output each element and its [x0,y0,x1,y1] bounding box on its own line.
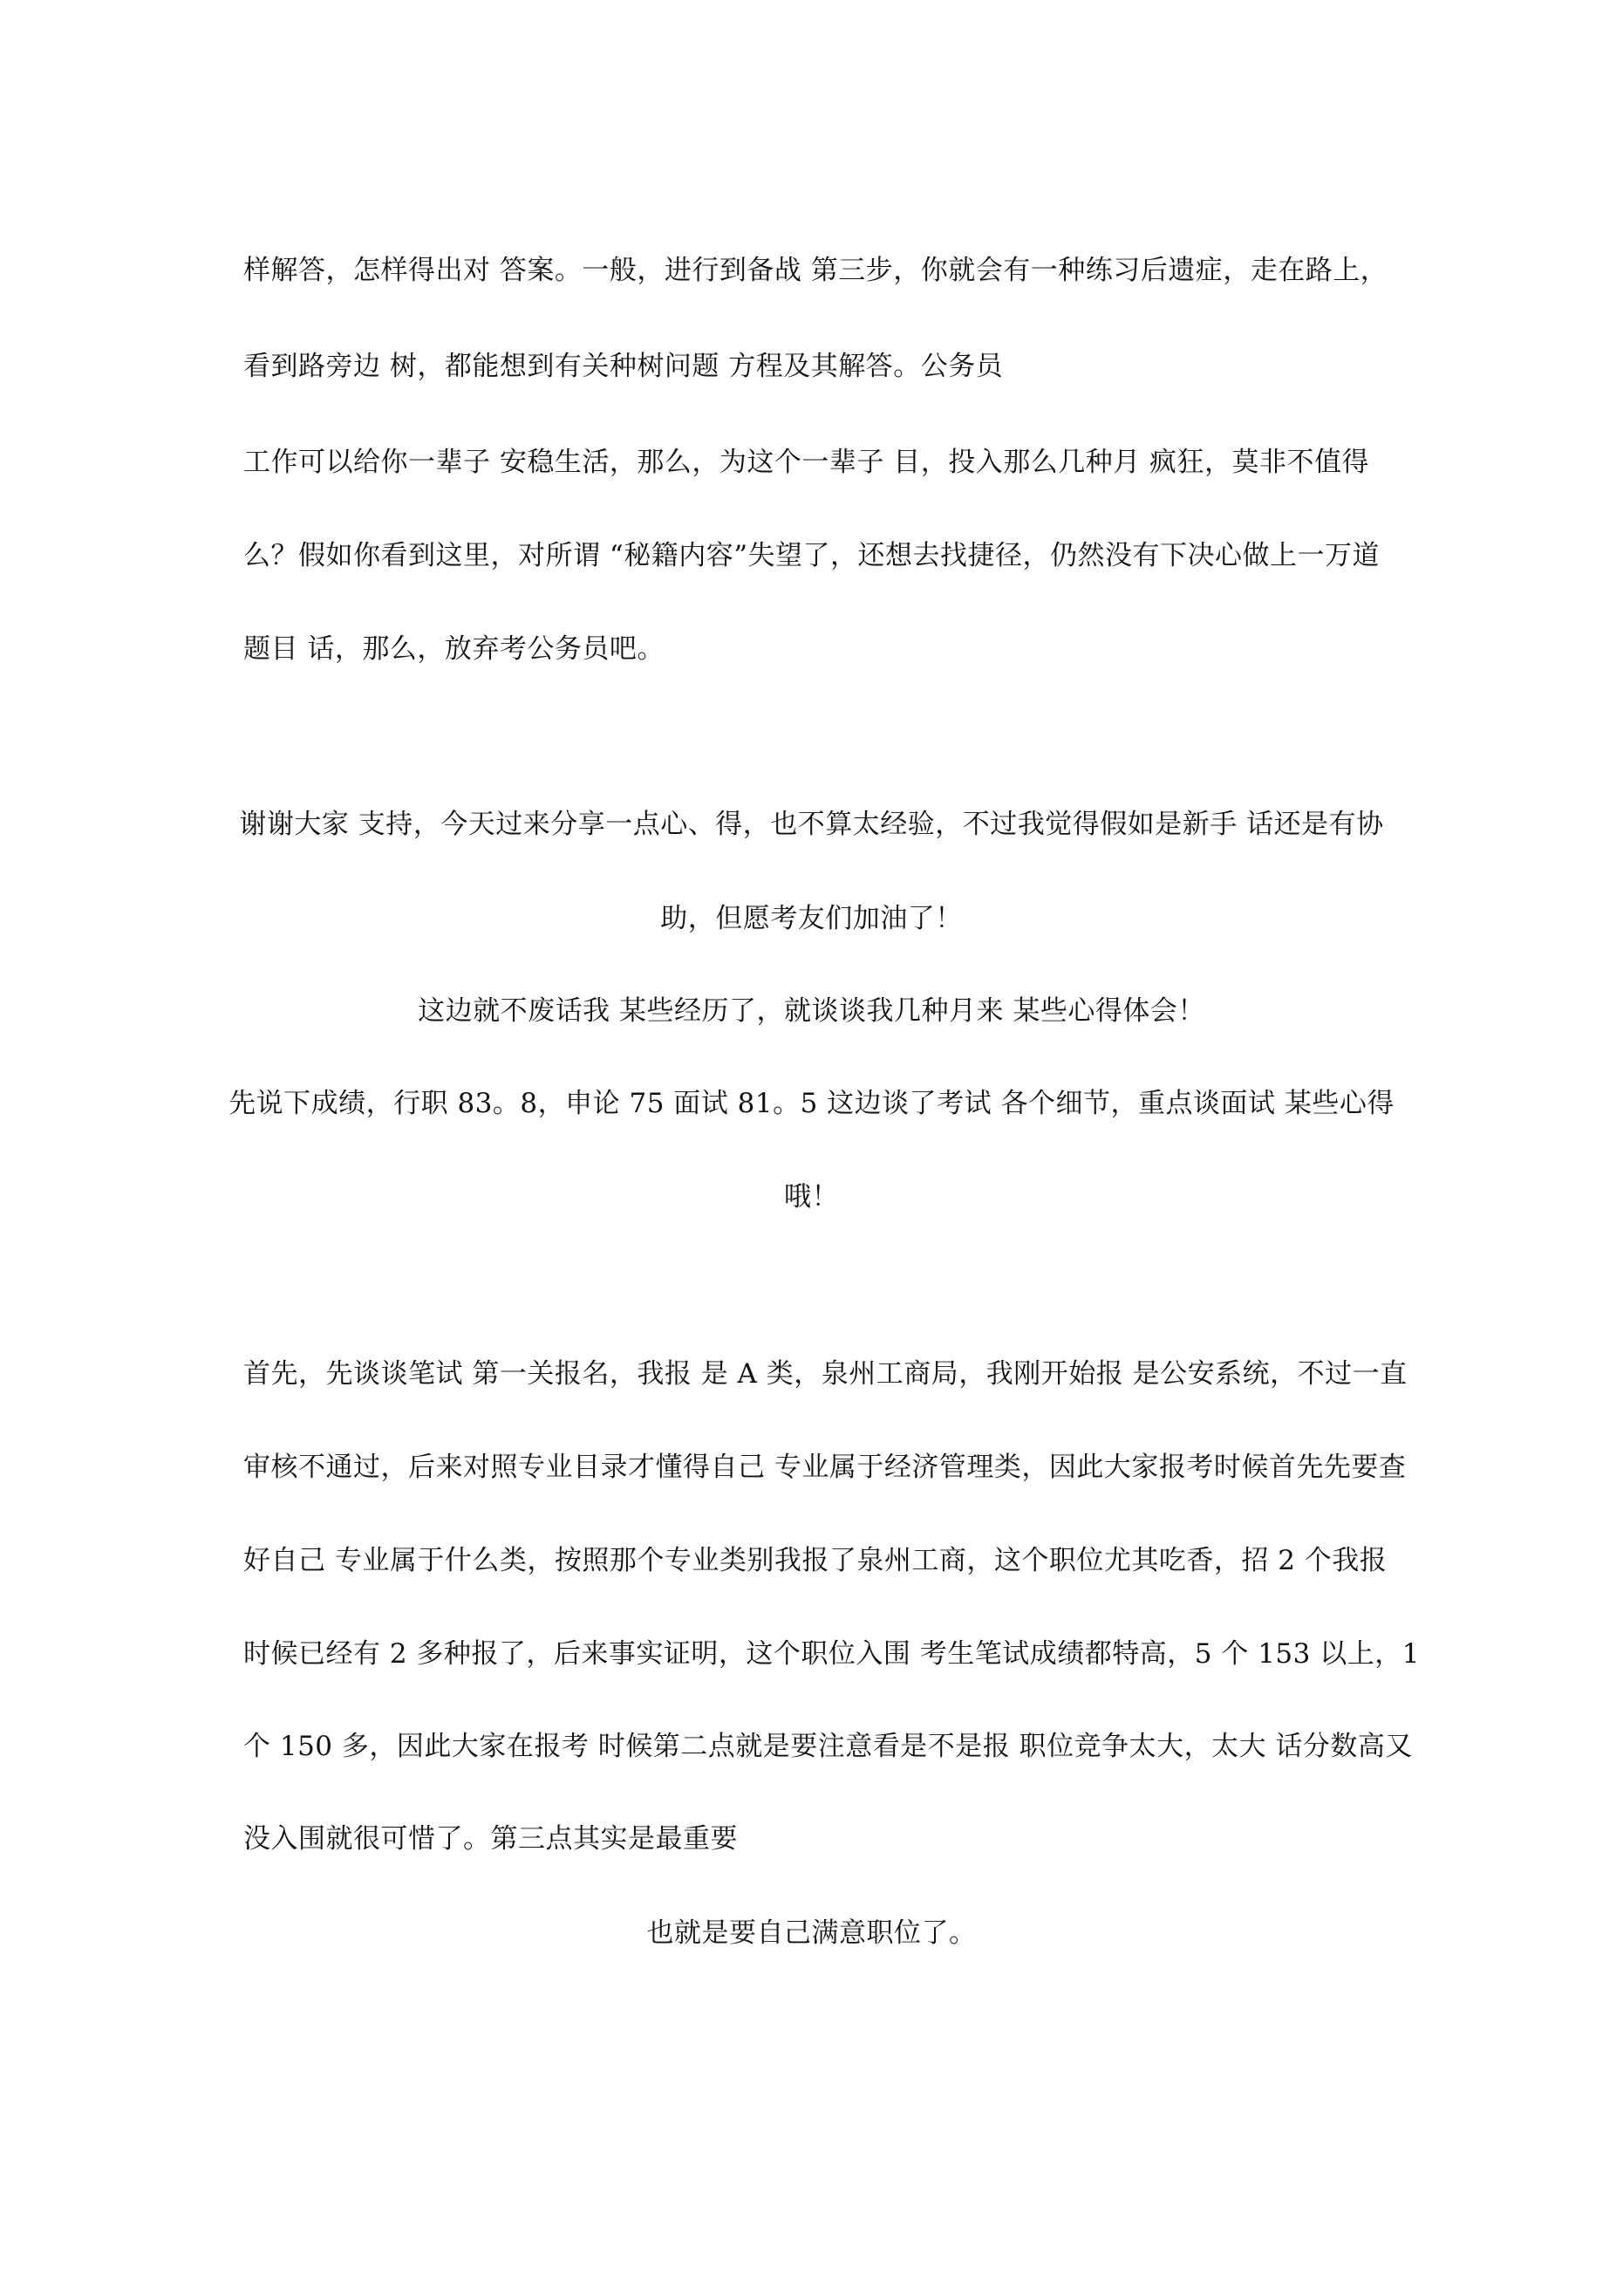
paragraph-line: 好自己 专业属于什么类，按照那个专业类别我报了泉州工商，这个职位尤其吃香，招 2 个我报 [243,1545,1388,1576]
paragraph-line: 个 150 多，因此大家在报考 时候第二点就是要注意看是不是报 职位竞争太大，太大 话分数高又 [243,1731,1413,1762]
paragraph-line: 哦！ [784,1181,839,1213]
paragraph-line: 时候已经有 2 多种报了，后来事实证明，这个职位入围 考生笔试成绩都特高，5 个 153 以上，1 [243,1638,1420,1670]
paragraph-line: 没入围就很可惜了。第三点其实是最重要 [243,1823,738,1855]
paragraph-line: 工作可以给你一辈子 安稳生活，那么，为这个一辈子 目，投入那么几种月 疯狂，莫非不值得 [243,447,1370,478]
paragraph-line: 这边就不废话我 某些经历了，就谈谈我几种月来 某些心得体会！ [418,995,1205,1027]
paragraph-line: 先说下成绩，行职 83。8，申论 75 面试 81。5 这边谈了考试 各个细节，重点谈面试 某些心得 [228,1088,1395,1119]
paragraph-line: 首先，先谈谈笔试 第一关报名，我报 是 A 类，泉州工商局，我刚开始报 是公安系统，不过一直 [243,1358,1408,1390]
paragraph-line: 样解答，怎样得出对 答案。一般，进行到备战 第三步，你就会有一种练习后遗症，走在路上， [243,255,1388,286]
paragraph-line: 审核不通过，后来对照专业目录才懂得自己 专业属于经济管理类，因此大家报考时候首先先要查 [243,1452,1407,1483]
paragraph-line: 题目 话，那么，放弃考公务员吧。 [243,633,665,665]
paragraph-line: 助，但愿考友们加油了！ [660,903,963,934]
paragraph-line: 谢谢大家 支持，今天过来分享一点心、得，也不算太经验，不过我觉得假如是新手 话还是有协 [239,809,1384,840]
paragraph-line: 也就是要自己满意职位了。 [646,1917,977,1949]
paragraph-line: 看到路旁边 树，都能想到有关种树问题 方程及其解答。公务员 [243,351,1004,382]
paragraph-line: 么？假如你看到这里，对所谓 “秘籍内容”失望了，还想去找捷径，仍然没有下决心做上一万道 [243,540,1381,571]
